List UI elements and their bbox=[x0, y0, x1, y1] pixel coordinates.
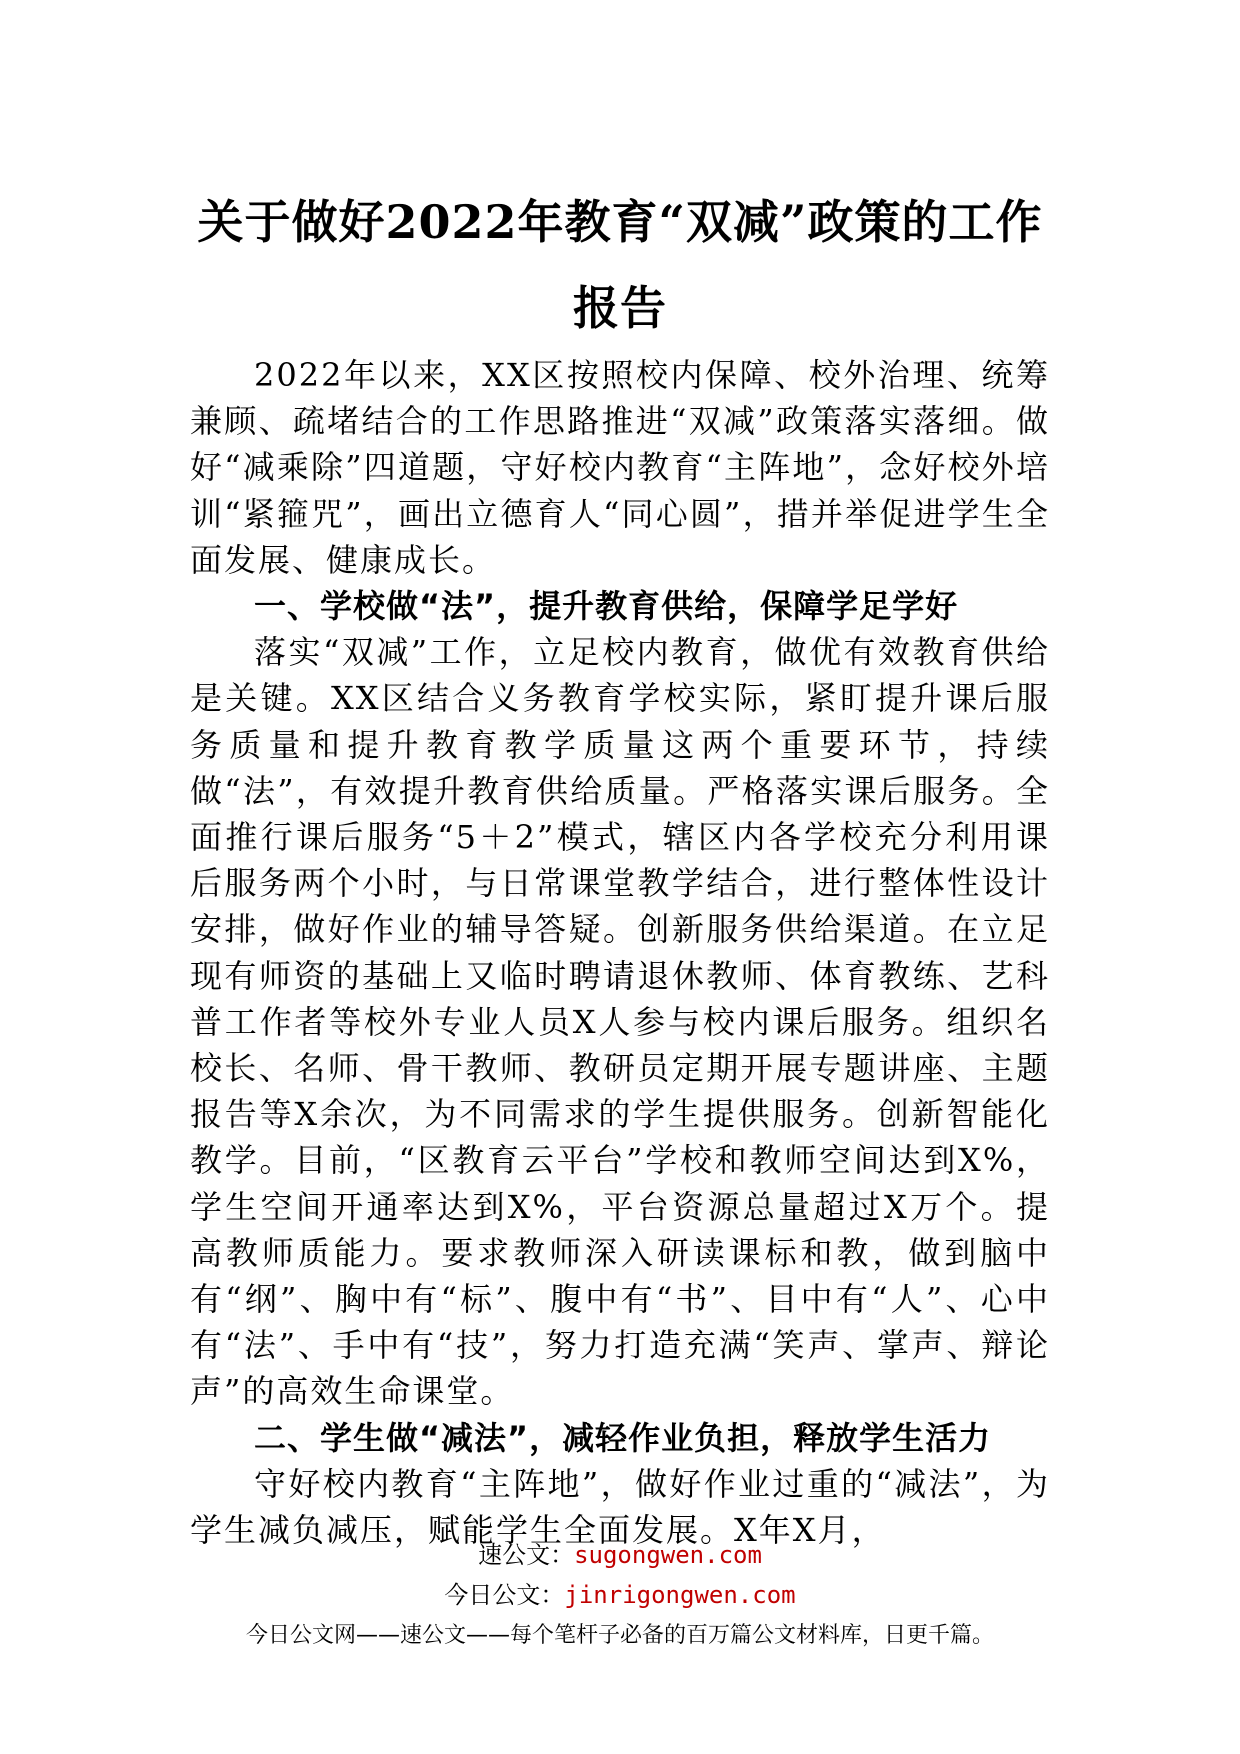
footer-tagline: 今日公文网——速公文——每个笔杆子必备的百万篇公文材料库，日更千篇。 bbox=[245, 1623, 994, 1648]
document-title-line2: 报告 bbox=[573, 281, 667, 335]
footer-line-jinrigongwen bbox=[0, 1575, 1240, 1610]
document-title-line1: 关于做好2022年教育“双减”政策的工作 bbox=[197, 195, 1043, 249]
intro-paragraph: 2022年以来，XX区按照校内保障、校外治理、统筹兼顾、疏堵结合的工作思路推进“双减”政策落实落细。做好“减乘除”四道题，守好校内教育“主阵地”，念好校外培训“紧箍咒”，画出立德育人“同心圆”，措并举促进学生全面发展、健康成长。 bbox=[190, 356, 1050, 579]
section-paragraph-2: 守好校内教育“主阵地”，做好作业过重的“减法”，为学生减负减压，赋能学生全面发展。X年X月， bbox=[190, 1464, 1050, 1550]
section-heading-2: 二、学生做“减法”，减轻作业负担，释放学生活力 bbox=[254, 1418, 992, 1457]
footer-link-jinrigongwen[interactable]: jinrigongwen.com bbox=[564, 1581, 796, 1609]
footer-label-2: 今日公文： bbox=[444, 1581, 565, 1609]
section-heading-1: 一、学校做“法”，提升教育供给，保障学足学好 bbox=[254, 587, 959, 626]
footer-link-sugongwen[interactable]: sugongwen.com bbox=[574, 1541, 762, 1569]
document-body bbox=[190, 352, 1050, 1553]
footer-label-1: 速公文： bbox=[478, 1541, 575, 1569]
footer-line-sugongwen bbox=[0, 1535, 1240, 1570]
section-paragraph-1: 落实“双减”工作，立足校内教育，做优有效教育供给是关键。XX区结合义务教育学校实际，紧盯提升课后服务质量和提升教育教学质量这两个重要环节，持续做“法”，有效提升教育供给质量。严格落实课后服务。全面推行课后服务“5＋2”模式，辖区内各学校充分利用课后服务两个小时，与日常课堂教学结合，进行整体性设计安排，做好作业的辅导答疑。创新服务供给渠道。在立足现有师资的基础上又临时聘请退休教师、体育教练、艺科普工作者等校外专业人员X人参与校内课后服务。组织名校长、名师、骨干教师、教研员定期开展专题讲座、主题报告等X余次，为不同需求的学生提供服务。创新智能化教学。目前，“区教育云平台”学校和教师空间达到X%，学生空间开通率达到X%，平台资源总量超过X万个。提高教师质能力。要求教师深入研读课标和教，做到脑中有“纲”、胸中有“标”、腹中有“书”、目中有“人”、心中有“法”、手中有“技”，努力打造充满“笑声、掌声、辩论声”的高效生命课堂。 bbox=[190, 633, 1050, 1411]
